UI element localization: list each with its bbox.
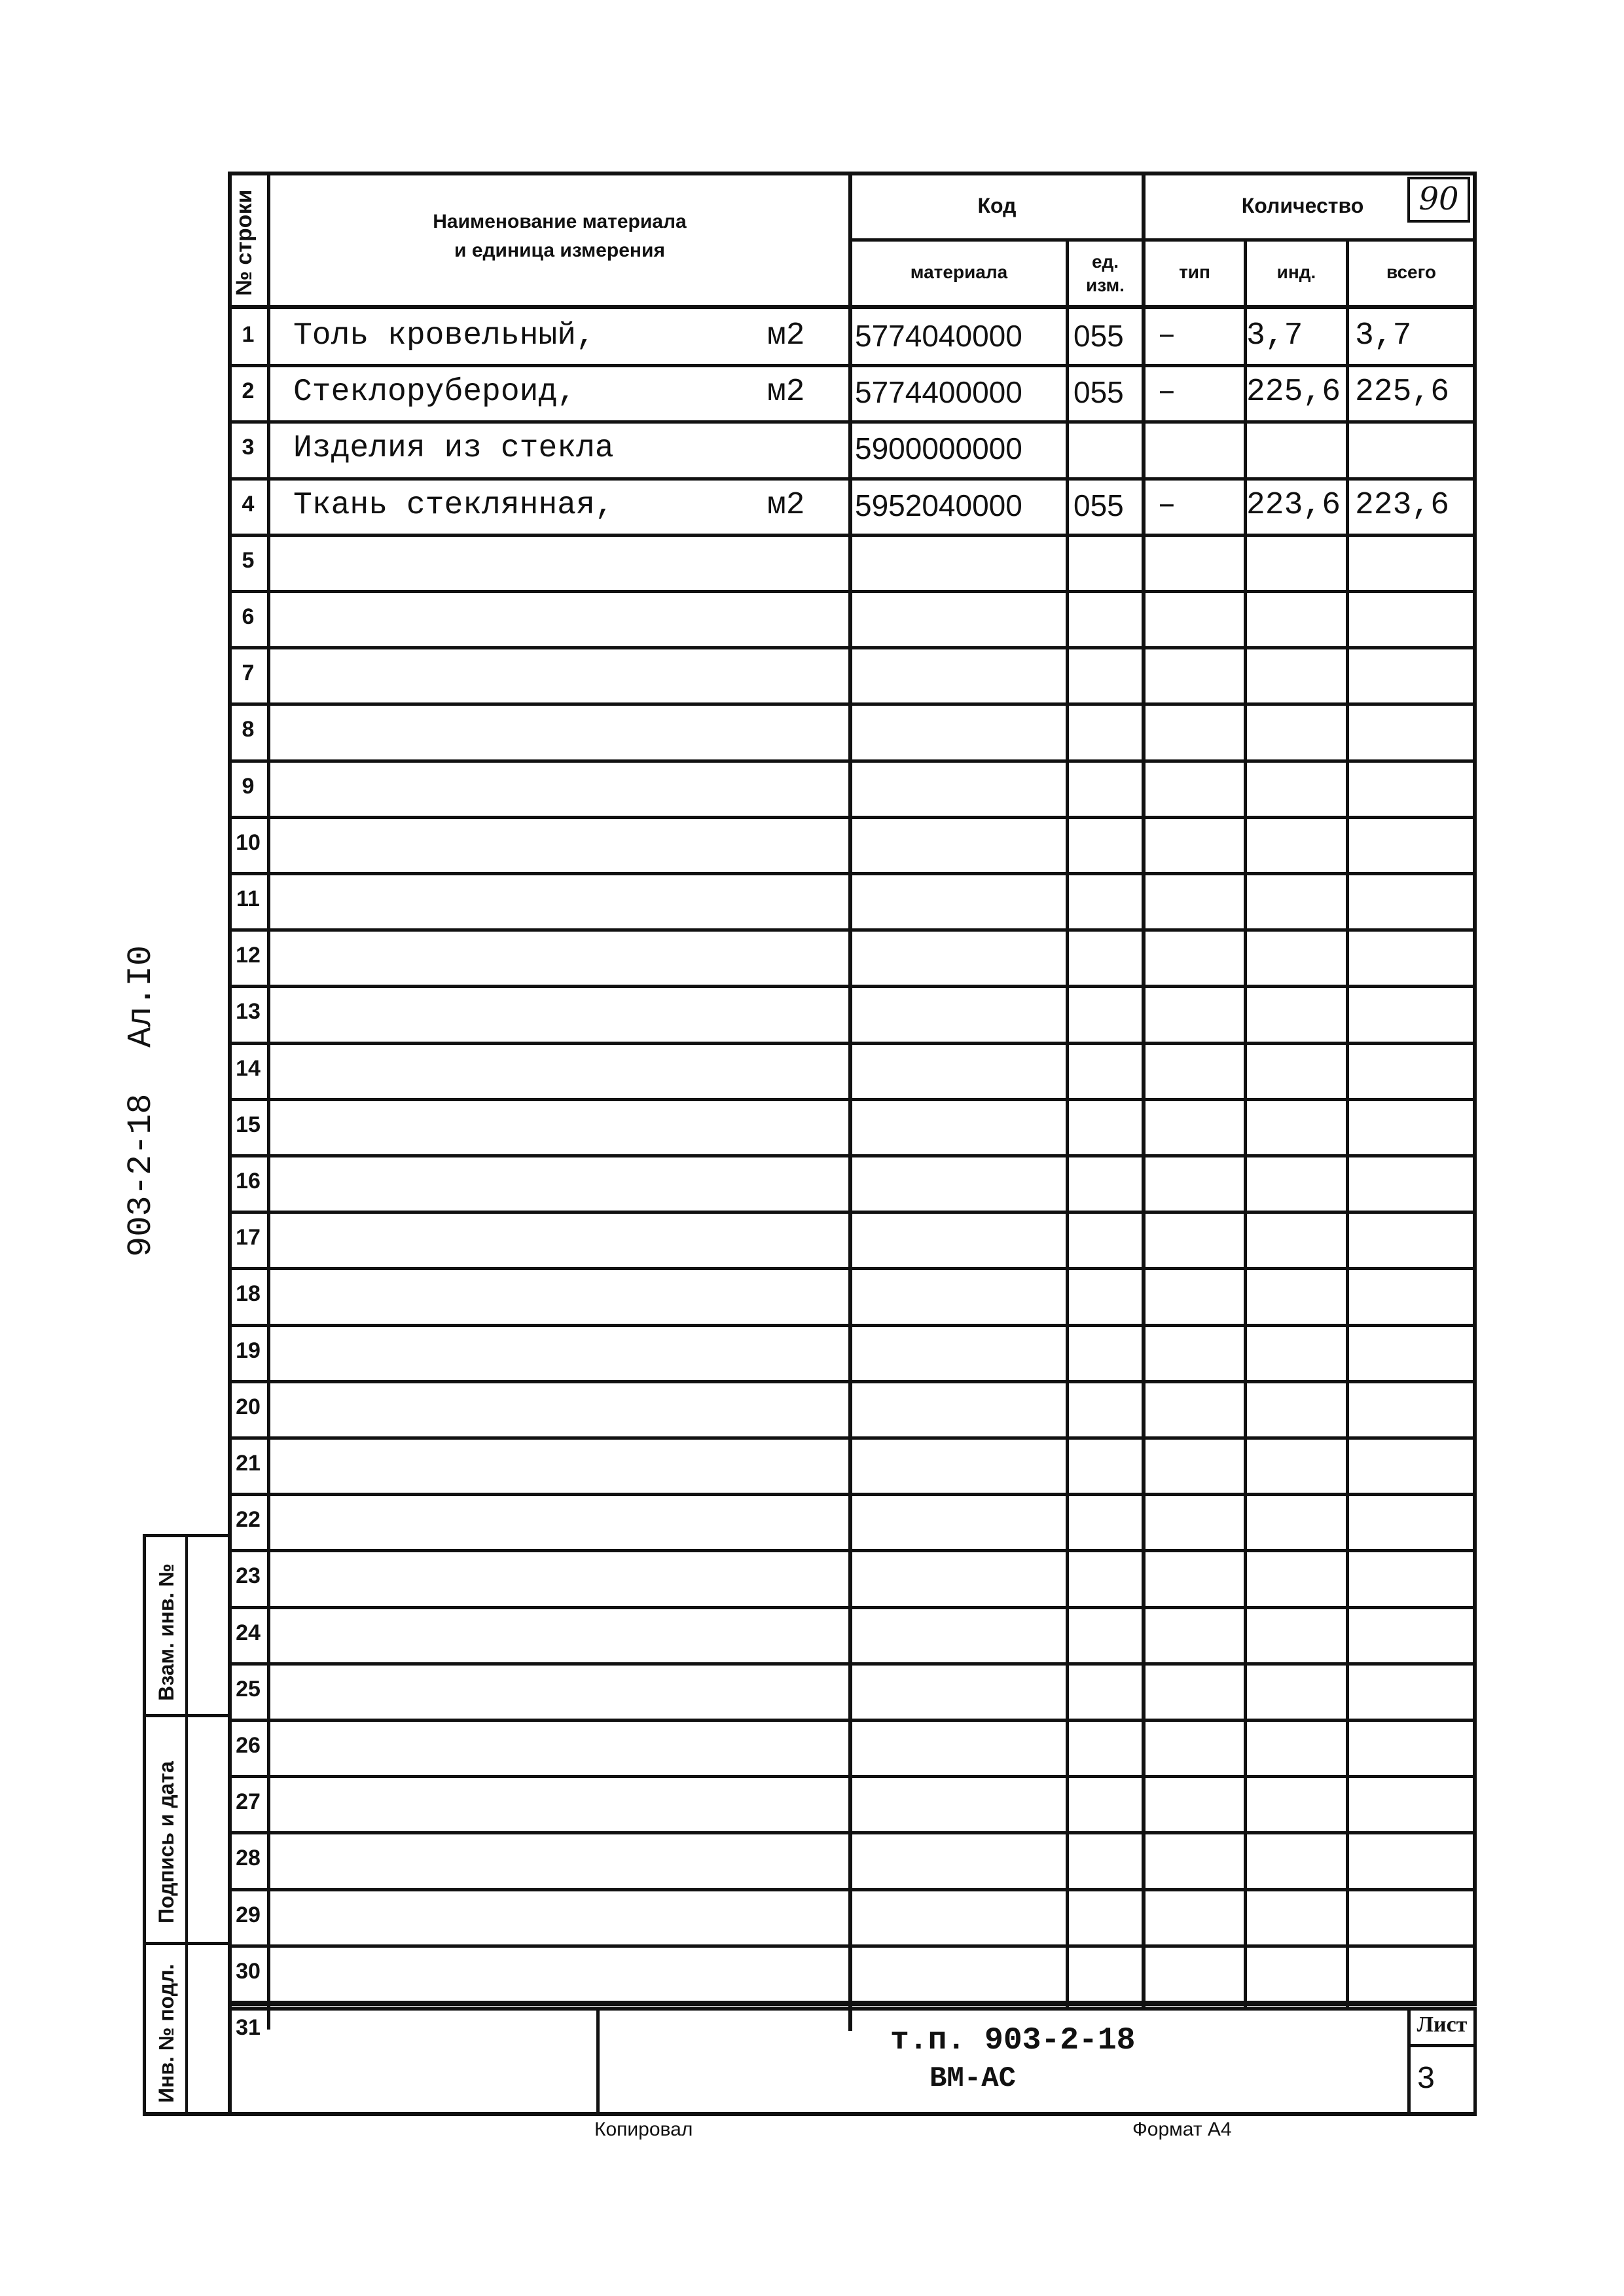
side-block-line xyxy=(185,1534,188,2116)
row-qty-ind: 3,7 xyxy=(1246,318,1303,354)
row-number: 31 xyxy=(236,2015,261,2040)
row-qty-ind: 225,6 xyxy=(1246,374,1341,410)
row-line xyxy=(230,872,1477,875)
row-number: 16 xyxy=(236,1169,261,1194)
row-line xyxy=(230,1154,1477,1157)
stamp-divider xyxy=(1407,2007,1411,2115)
row-number: 10 xyxy=(236,830,261,855)
row-number: 29 xyxy=(236,1903,261,1927)
col-divider xyxy=(848,172,852,2031)
row-number: 17 xyxy=(236,1225,261,1250)
row-number: 23 xyxy=(236,1563,261,1588)
row-number: 25 xyxy=(236,1677,261,1702)
col-divider xyxy=(1142,172,1146,2007)
row-number: 14 xyxy=(236,1056,261,1081)
row-number: 26 xyxy=(236,1733,261,1758)
row-number: 12 xyxy=(236,943,261,968)
header-qty-ind: инд. xyxy=(1276,262,1316,282)
row-code: 5952040000 xyxy=(855,488,1022,522)
row-number: 30 xyxy=(236,1959,261,1984)
row-line xyxy=(230,646,1477,649)
row-qty-total: 3,7 xyxy=(1355,318,1412,354)
header-divider xyxy=(228,305,1477,309)
row-line xyxy=(230,1549,1477,1552)
row-number: 18 xyxy=(236,1281,261,1306)
row-number: 24 xyxy=(236,1620,261,1645)
row-line xyxy=(230,420,1477,424)
side-block-line xyxy=(143,1534,146,2116)
row-line xyxy=(230,364,1477,367)
row-number: 21 xyxy=(236,1451,261,1476)
stamp-sheet-label: Лист xyxy=(1416,2013,1468,2037)
row-line xyxy=(230,1493,1477,1496)
row-unit: м2 xyxy=(767,488,805,523)
row-name: Стеклорубероид, xyxy=(293,374,577,410)
row-line xyxy=(230,1324,1477,1327)
row-number: 15 xyxy=(236,1112,261,1137)
row-number: 3 xyxy=(242,435,255,460)
row-line xyxy=(230,1436,1477,1440)
header-code-unit-1: ед. xyxy=(1091,251,1119,272)
row-number: 11 xyxy=(236,886,260,911)
row-number: 19 xyxy=(236,1338,261,1363)
row-number: 5 xyxy=(242,548,255,573)
row-line xyxy=(230,928,1477,932)
header-qty-type: тип xyxy=(1179,262,1210,282)
row-name: Ткань стеклянная, xyxy=(293,488,614,523)
stamp-top-line xyxy=(228,2007,1477,2011)
side-doc-code: 903-2-18 xyxy=(122,1093,160,1257)
header-name-line1: Наименование материала xyxy=(433,211,687,232)
row-number: 28 xyxy=(236,1846,261,1870)
header-code-unit-2: изм. xyxy=(1086,275,1125,295)
row-line xyxy=(230,590,1477,593)
row-line xyxy=(230,1211,1477,1214)
row-line xyxy=(230,702,1477,706)
header-row-no: № строки xyxy=(232,189,257,296)
stamp-line2: ВМ-АС xyxy=(929,2062,1017,2095)
row-number: 1 xyxy=(242,322,255,347)
row-line xyxy=(230,816,1477,819)
row-line xyxy=(230,1944,1477,1948)
stamp-bottom-line xyxy=(143,2112,1477,2116)
row-number: 9 xyxy=(242,774,255,799)
row-qty-ind: 223,6 xyxy=(1246,488,1341,523)
row-unit: м2 xyxy=(767,318,805,354)
row-line xyxy=(230,1098,1477,1101)
row-line xyxy=(230,1662,1477,1666)
row-qty-type: – xyxy=(1157,488,1176,523)
row-code: 5774040000 xyxy=(855,319,1022,353)
header-divider xyxy=(848,238,1477,242)
row-line xyxy=(230,1775,1477,1778)
col-divider xyxy=(1066,239,1069,2007)
row-number: 4 xyxy=(242,492,255,517)
row-number: 22 xyxy=(236,1507,261,1532)
row-code: 5900000000 xyxy=(855,431,1022,465)
row-line xyxy=(230,1267,1477,1270)
row-line xyxy=(230,1380,1477,1383)
row-line xyxy=(230,1719,1477,1722)
header-qty-total: всего xyxy=(1386,262,1437,282)
side-block-line xyxy=(143,1942,229,1945)
header-name-line2: и единица измерения xyxy=(454,240,665,261)
row-name: Изделия из стекла xyxy=(293,431,614,466)
row-name: Толь кровельный, xyxy=(293,318,595,354)
row-qty-total: 225,6 xyxy=(1355,374,1450,410)
col-divider xyxy=(1346,239,1349,2007)
stamp-sheet-no: 3 xyxy=(1416,2062,1435,2098)
header-quantity: Количество xyxy=(1241,194,1364,217)
row-line xyxy=(230,1831,1477,1834)
row-line xyxy=(230,1888,1477,1891)
row-line xyxy=(230,1606,1477,1609)
row-unit-code: 055 xyxy=(1074,488,1124,522)
footer-format: Формат А4 xyxy=(1132,2119,1232,2140)
row-line xyxy=(230,477,1477,481)
stamp-right-line xyxy=(1473,2007,1477,2115)
header-code: Код xyxy=(977,194,1017,217)
side-block-line xyxy=(143,1714,229,1717)
side-label-sign-date: Подпись и дата xyxy=(154,1761,178,1923)
row-number: 13 xyxy=(236,999,261,1024)
row-unit: м2 xyxy=(767,374,805,410)
row-code: 5774400000 xyxy=(855,375,1022,409)
header-code-material: материала xyxy=(910,262,1008,282)
row-line xyxy=(230,2001,1477,2004)
side-album: Ал.I0 xyxy=(122,945,160,1048)
row-unit-code: 055 xyxy=(1074,375,1124,409)
row-qty-total: 223,6 xyxy=(1355,488,1450,523)
side-label-vzam: Взам. инв. № xyxy=(154,1563,178,1701)
row-number: 8 xyxy=(242,717,255,742)
stamp-divider xyxy=(1407,2044,1477,2047)
side-label-inv-podl: Инв. № подл. xyxy=(154,1963,178,2103)
row-number: 2 xyxy=(242,378,255,403)
row-qty-type: – xyxy=(1157,318,1176,354)
row-number: 7 xyxy=(242,661,255,685)
row-number: 20 xyxy=(236,1394,261,1419)
footer-copied: Копировал xyxy=(594,2119,693,2140)
stamp-line1: т.п. 903-2-18 xyxy=(890,2023,1136,2058)
stamp-divider xyxy=(596,2007,600,2115)
page-mark: 90 xyxy=(1418,181,1459,217)
row-qty-type: – xyxy=(1157,374,1176,410)
row-line xyxy=(230,1042,1477,1045)
row-line xyxy=(230,985,1477,988)
row-line xyxy=(230,759,1477,763)
row-unit-code: 055 xyxy=(1074,319,1124,353)
row-number: 27 xyxy=(236,1789,261,1814)
row-line xyxy=(230,534,1477,537)
row-number: 6 xyxy=(242,604,255,629)
